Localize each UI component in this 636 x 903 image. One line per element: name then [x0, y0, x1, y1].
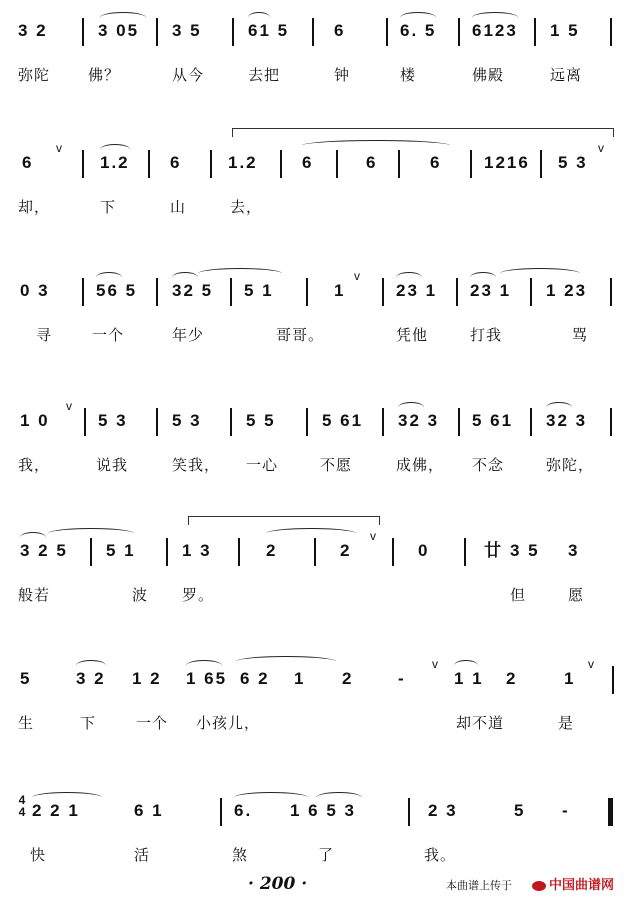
barline [470, 150, 472, 178]
barline [84, 408, 86, 436]
note-group: 5 61 [472, 411, 514, 430]
notes-line [0, 793, 636, 824]
note-group: 1 23 [546, 281, 588, 300]
barline [610, 18, 612, 46]
slur [48, 528, 134, 539]
lyric: 我。 [424, 846, 457, 864]
barline [210, 150, 212, 178]
note-group: 3 [568, 541, 580, 560]
lyrics-line [0, 842, 636, 868]
lyric: 哥哥。 [276, 326, 325, 344]
lyric: 快 [30, 846, 47, 864]
slur [316, 792, 362, 803]
lyric: 远离 [550, 66, 583, 84]
barline [306, 408, 308, 436]
lyric: 从今 [172, 66, 205, 84]
note-group: 2 [340, 541, 352, 560]
note-group: 6 [334, 21, 346, 40]
lyric: 下 [100, 198, 117, 216]
lyric: 波 [132, 586, 149, 604]
slur [266, 528, 356, 539]
note-group: 6 [430, 153, 442, 172]
notes-line [0, 657, 636, 692]
note-group: 3 2 [18, 21, 48, 40]
barline [458, 18, 460, 46]
note-group: 1.2 [100, 153, 130, 172]
notes-line [0, 269, 636, 304]
lyric: 一个 [136, 714, 169, 732]
breath-mark: v [66, 399, 72, 413]
slur [472, 12, 518, 23]
barline [540, 150, 542, 178]
brand-logo-icon [532, 881, 546, 891]
lyric: 一心 [246, 456, 279, 474]
lyric: 般若 [18, 586, 51, 604]
lyric: 却， [18, 198, 51, 216]
barline [610, 408, 612, 436]
breath-mark: v [588, 657, 594, 671]
note-group: 0 [418, 541, 430, 560]
slur [470, 272, 496, 283]
note-group: 32 3 [546, 411, 588, 430]
barline [148, 150, 150, 178]
barline [382, 278, 384, 306]
note-group: 1 6 5 3 [290, 801, 356, 820]
lyric: 生 [18, 714, 35, 732]
lyric: 笑我， [172, 456, 221, 474]
lyric: 小孩儿， [196, 714, 261, 732]
note-group: 3 2 5 [20, 541, 68, 560]
barline [314, 538, 316, 566]
time-signature [16, 794, 28, 818]
lyric: 钟 [334, 66, 351, 84]
note-group: 56 5 [96, 281, 138, 300]
note-group: 5 5 [246, 411, 276, 430]
note-group: 1 [334, 281, 346, 300]
barline [156, 278, 158, 306]
barline [398, 150, 400, 178]
lyrics-line [0, 322, 636, 348]
barline [232, 18, 234, 46]
slur [172, 272, 198, 283]
note-group: 1 65 [186, 669, 228, 688]
slur [302, 140, 450, 151]
lyrics-line [0, 582, 636, 608]
barline [534, 18, 536, 46]
note-group: 2 [266, 541, 278, 560]
barline [382, 408, 384, 436]
note-group: - [398, 669, 406, 688]
breath-mark: v [598, 141, 604, 155]
note-group: 6 1 [134, 801, 164, 820]
slur [76, 660, 106, 671]
slur [100, 144, 130, 155]
note-group: 3 05 [98, 21, 140, 40]
lyric: 弥陀， [546, 456, 595, 474]
slur [546, 402, 572, 413]
slur [96, 272, 122, 283]
lyric: 却不道 [456, 714, 505, 732]
note-group: 5 1 [244, 281, 274, 300]
note-group: - [562, 801, 570, 820]
note-group: 6 2 [240, 669, 270, 688]
lyric: 楼 [400, 66, 417, 84]
note-group: 6 [302, 153, 314, 172]
lyric: 去， [230, 198, 263, 216]
lyric: 一个 [92, 326, 125, 344]
barline [306, 278, 308, 306]
note-group: 3 5 [510, 541, 540, 560]
breath-mark: v [354, 269, 360, 283]
note-group: 1 0 [20, 411, 50, 430]
time-signature-top: 4 [18, 793, 26, 807]
note-group: 5 61 [322, 411, 364, 430]
slur [32, 792, 102, 803]
note-group: 1216 [484, 153, 530, 172]
barline [392, 538, 394, 566]
slur [398, 402, 424, 413]
lyric: 寻 [36, 326, 53, 344]
note-group: 23 1 [470, 281, 512, 300]
lyric: 不愿 [320, 456, 353, 474]
note-group: 1 2 [132, 669, 162, 688]
barline [456, 278, 458, 306]
barline [238, 538, 240, 566]
breath-mark: v [432, 657, 438, 671]
lyric: 去把 [248, 66, 281, 84]
barline [90, 538, 92, 566]
slur [454, 660, 478, 671]
slur [234, 792, 308, 803]
lyric: 罗。 [182, 586, 215, 604]
note-group: 6 [170, 153, 182, 172]
bracket-marker [188, 516, 380, 525]
barline [530, 408, 532, 436]
page-number: · 200 · [248, 874, 308, 894]
note-group: 1.2 [228, 153, 258, 172]
barline [166, 538, 168, 566]
note-group: 6. [234, 801, 253, 820]
barline [220, 798, 222, 826]
lyric: 佛？ [88, 66, 121, 84]
note-group: 1 3 [182, 541, 212, 560]
note-group: 廿 [484, 541, 503, 560]
note-group: 3 5 [172, 21, 202, 40]
barline [464, 538, 466, 566]
note-group: 5 3 [98, 411, 128, 430]
final-barline [608, 798, 613, 826]
lyric: 年少 [172, 326, 205, 344]
lyrics-line [0, 710, 636, 736]
lyric: 煞 [232, 846, 249, 864]
lyric: 打我 [470, 326, 503, 344]
note-group: 5 3 [172, 411, 202, 430]
lyrics-line [0, 62, 636, 88]
lyric: 但 [510, 586, 527, 604]
note-group: 23 1 [396, 281, 438, 300]
barline [610, 278, 612, 306]
lyric: 成佛， [396, 456, 445, 474]
time-signature-bottom: 4 [18, 805, 26, 819]
lyric: 弥陀 [18, 66, 51, 84]
breath-mark: v [370, 529, 376, 543]
slur [100, 12, 146, 23]
lyric: 不念 [472, 456, 505, 474]
lyric: 下 [80, 714, 97, 732]
slur [198, 268, 282, 279]
note-group: 6123 [472, 21, 518, 40]
notes-line [0, 399, 636, 434]
note-group: 1 [564, 669, 576, 688]
barline [82, 150, 84, 178]
note-group: 5 1 [106, 541, 136, 560]
lyric: 我， [18, 456, 51, 474]
note-group: 5 [20, 669, 32, 688]
note-group: 2 3 [428, 801, 458, 820]
note-group: 1 [294, 669, 306, 688]
note-group: 6 [22, 153, 34, 172]
note-group: 2 [342, 669, 354, 688]
barline [530, 278, 532, 306]
barline [408, 798, 410, 826]
note-group: 61 5 [248, 21, 290, 40]
bracket-marker [232, 128, 614, 137]
upload-credit: 本曲谱上传于 [446, 880, 512, 892]
lyrics-line [0, 194, 636, 220]
barline [82, 278, 84, 306]
note-group: 2 [506, 669, 518, 688]
lyrics-line [0, 452, 636, 478]
note-group: 5 3 [558, 153, 588, 172]
note-group: 2 2 1 [32, 801, 80, 820]
lyric: 山 [170, 198, 187, 216]
barline [612, 666, 614, 694]
slur [396, 272, 422, 283]
note-group: 1 5 [550, 21, 580, 40]
slur [400, 12, 436, 23]
slur [248, 12, 270, 23]
note-group: 6. 5 [400, 21, 437, 40]
note-group: 3 2 [76, 669, 106, 688]
site-logo[interactable] [532, 874, 614, 893]
notes-line [0, 529, 636, 564]
lyric: 是 [558, 714, 575, 732]
note-group: 32 5 [172, 281, 214, 300]
note-group: 6 [366, 153, 378, 172]
lyric: 了 [318, 846, 335, 864]
barline [312, 18, 314, 46]
breath-mark: v [56, 141, 62, 155]
lyric: 佛殿 [472, 66, 505, 84]
slur [20, 532, 46, 543]
notes-line [0, 18, 636, 44]
slur [500, 268, 580, 279]
barline [230, 278, 232, 306]
notes-line [0, 141, 636, 176]
barline [336, 150, 338, 178]
barline [82, 18, 84, 46]
barline [230, 408, 232, 436]
slur [236, 656, 336, 667]
lyric: 骂 [572, 326, 589, 344]
note-group: 1 1 [454, 669, 484, 688]
note-group: 32 3 [398, 411, 440, 430]
barline [156, 18, 158, 46]
lyric: 说我 [96, 456, 129, 474]
barline [386, 18, 388, 46]
note-group: 5 [514, 801, 526, 820]
barline [280, 150, 282, 178]
site-logo-text: 中国曲谱网 [549, 877, 615, 892]
barline [458, 408, 460, 436]
slur [186, 660, 222, 671]
barline [156, 408, 158, 436]
note-group: 0 3 [20, 281, 50, 300]
lyric: 活 [134, 846, 151, 864]
lyric: 愿 [568, 586, 585, 604]
lyric: 凭他 [396, 326, 429, 344]
